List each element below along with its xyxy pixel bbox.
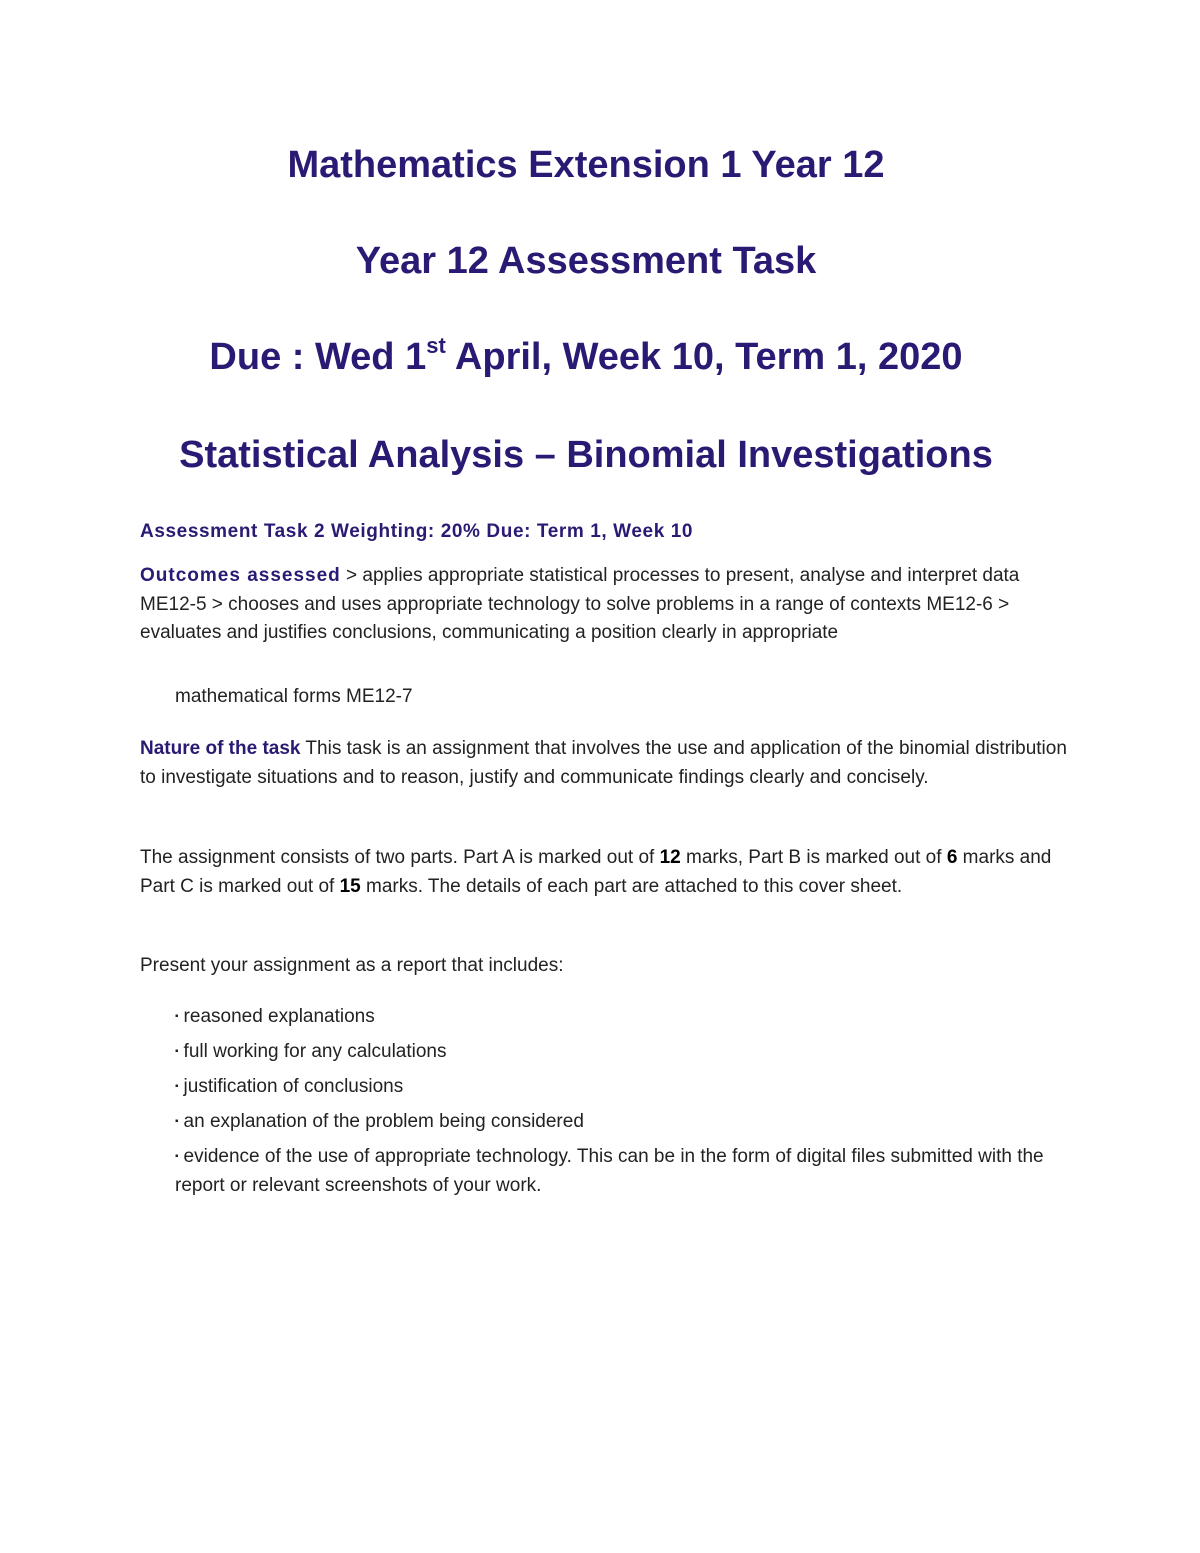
marks-part-a: 12 [659,847,681,868]
due-date-prefix: Due : Wed 1 [209,336,427,378]
list-item-text: reasoned explanations [183,1006,375,1027]
list-item-text: justification of conclusions [183,1076,404,1097]
list-item [175,1073,1065,1102]
list-item-text: full working for any calculations [183,1041,447,1062]
nature-paragraph [140,735,1070,792]
nature-label: Nature of the task [140,738,301,759]
assignment-text-1: The assignment consists of two parts. Part A is marked out of [140,847,660,868]
bullet-icon: ▪ [175,1151,179,1162]
outcomes-text: > applies appropriate statistical processes to present, analyse and interpret data ME12-5 > chooses and uses appropriate technology to solve problems in a range of contexts ME12-6 > evaluates and justifies conclusions, communicating a position clearly in appropriate [140,565,1020,643]
assignment-text-2: marks, Part B is marked out of [680,847,947,868]
outcomes-paragraph [140,562,1070,648]
nature-text: This task is an assignment that involves the use and application of the binomial distribution to investigate situations and to reason, justify and communicate findings clearly and concisely. [140,738,1067,788]
list-item [175,1143,1065,1200]
assessment-weighting-line: Assessment Task 2 Weighting: 20% Due: Term 1, Week 10 [140,521,694,542]
marks-part-c: 15 [339,875,361,897]
outcomes-indented-line: mathematical forms ME12-7 [175,686,413,707]
task-title: Year 12 Assessment Task [355,240,817,282]
assignment-text-4: marks. The details of each part are attached to this cover sheet. [360,875,903,897]
assignment-paragraph [140,844,1070,901]
course-title: Mathematics Extension 1 Year 12 [287,144,885,186]
bullet-icon: ▪ [175,1116,179,1127]
bullet-icon: ▪ [175,1011,179,1022]
due-date-suffix: April, Week 10, Term 1, 2020 [445,336,963,378]
list-item-text: evidence of the use of appropriate technology. This can be in the form of digital files submitted with the report or relevant screenshots of your work. [175,1146,1044,1196]
list-item [175,1108,1065,1137]
list-item [175,1003,1065,1032]
bullet-icon: ▪ [175,1081,179,1092]
report-requirements-list [175,1003,1065,1207]
topic-title: Statistical Analysis – Binomial Investigations [179,434,993,476]
marks-part-b: 6 [946,847,958,868]
due-date-title [0,334,1172,380]
list-item-text: an explanation of the problem being considered [183,1111,584,1132]
assignment-text-3: marks and Part C is marked out of [140,847,1052,897]
list-item [175,1038,1065,1067]
outcomes-label: Outcomes assessed [140,565,341,586]
due-date-superscript: st [426,333,446,358]
bullet-icon: ▪ [175,1046,179,1057]
present-intro: Present your assignment as a report that includes: [140,955,564,976]
